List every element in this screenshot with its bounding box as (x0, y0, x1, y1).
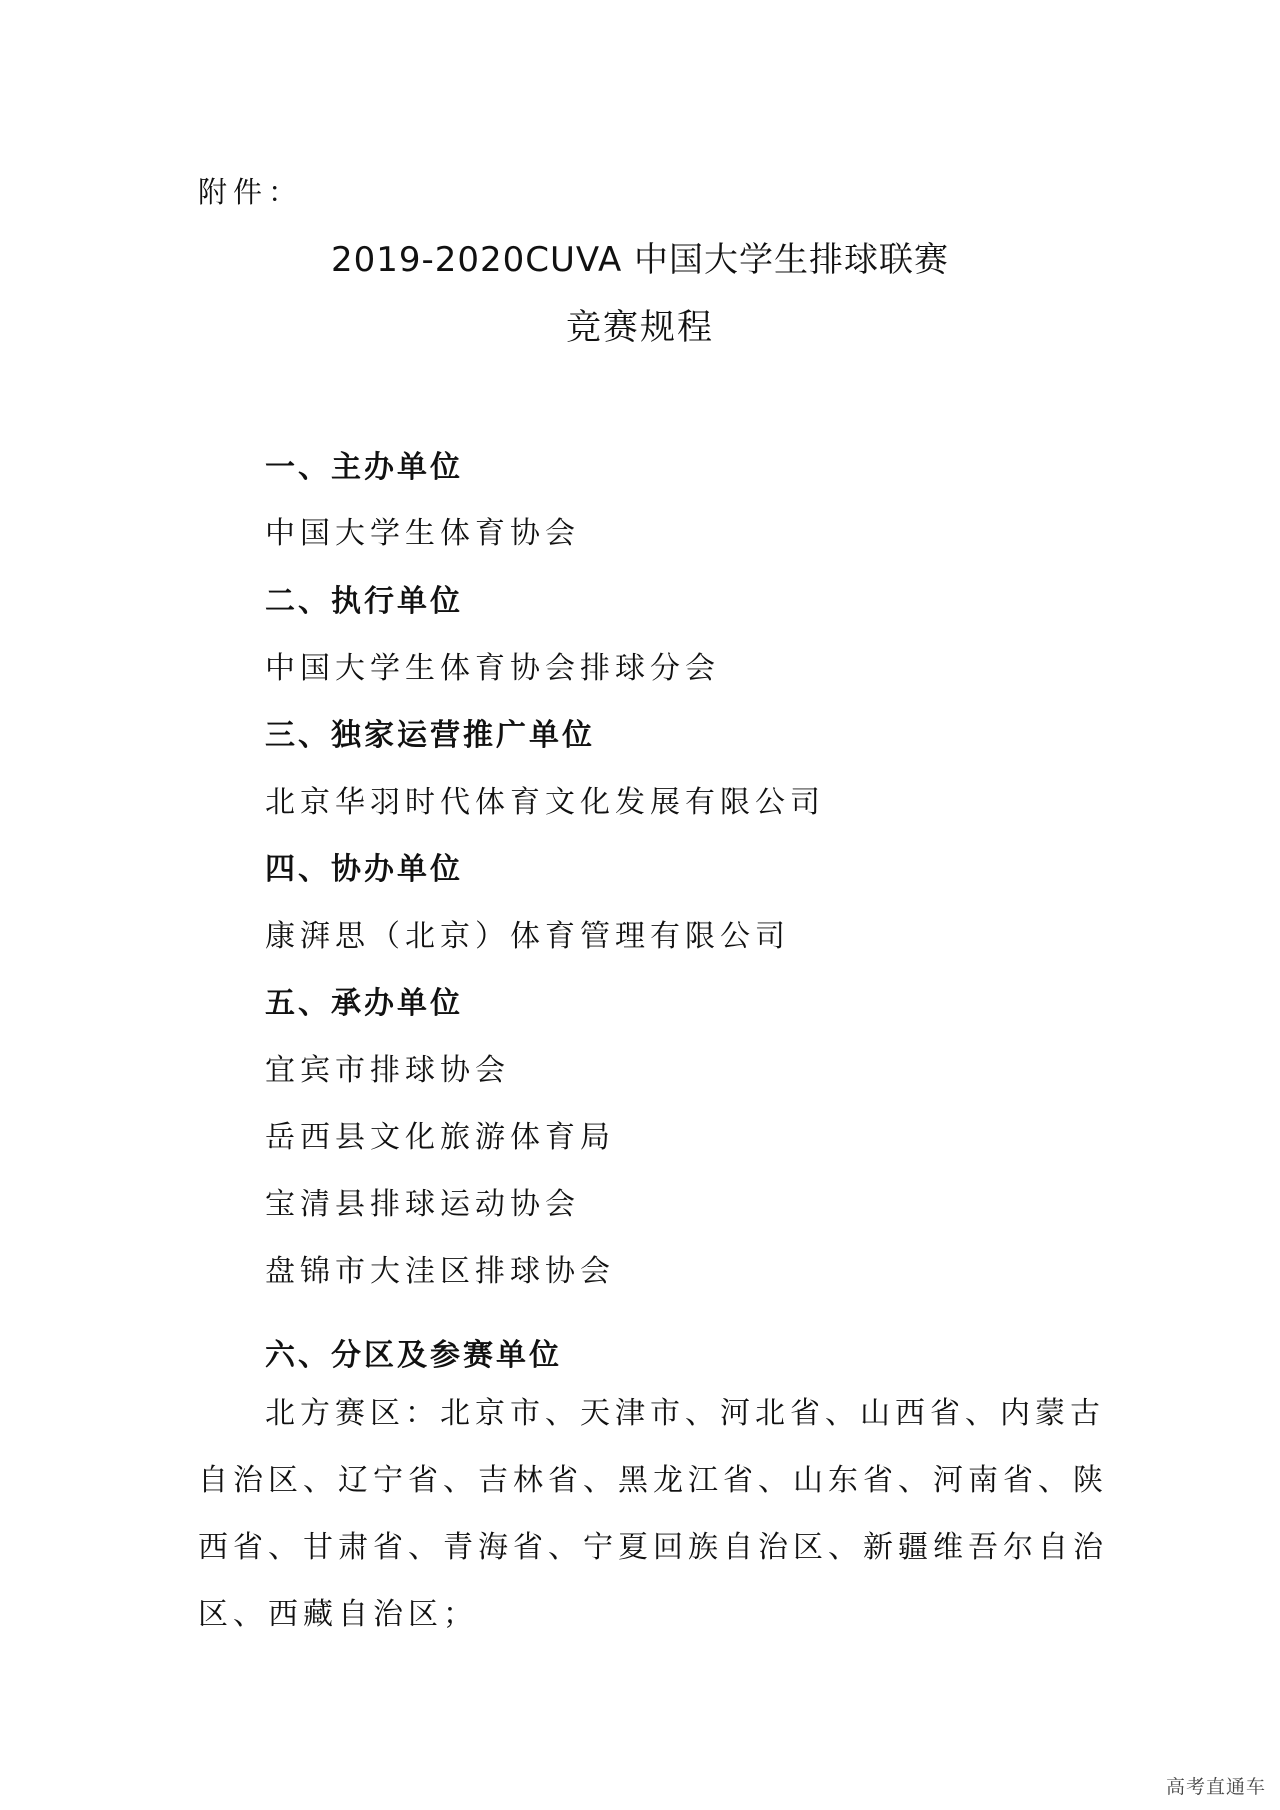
attachment-label: 附件： (198, 175, 304, 209)
paragraph-line: 区、西藏自治区； (198, 1597, 478, 1632)
co-organizer-name: 康湃思（北京）体育管理有限公司 (265, 919, 790, 954)
host-name: 盘锦市大洼区排球协会 (265, 1254, 615, 1289)
section-heading-co-organizer: 四、协办单位 (265, 852, 463, 887)
paragraph-line: 西省、甘肃省、青海省、宁夏回族自治区、新疆维吾尔自治 (198, 1530, 1108, 1565)
section-heading-executor: 二、执行单位 (265, 584, 463, 619)
paragraph-line: 自治区、辽宁省、吉林省、黑龙江省、山东省、河南省、陕 (198, 1463, 1108, 1498)
document-subtitle: 竞赛规程 (565, 308, 714, 348)
operator-name: 北京华羽时代体育文化发展有限公司 (265, 785, 825, 820)
section-heading-regions: 六、分区及参赛单位 (265, 1338, 562, 1373)
organizer-name: 中国大学生体育协会 (265, 516, 580, 551)
host-name: 宜宾市排球协会 (265, 1053, 510, 1088)
section-heading-organizer: 一、主办单位 (265, 450, 463, 485)
document-title: 2019-2020CUVA 中国大学生排球联赛 (330, 240, 950, 280)
executor-name: 中国大学生体育协会排球分会 (265, 651, 720, 686)
north-region-paragraph (198, 1380, 1108, 1648)
watermark: 高考直通车 (1165, 1776, 1266, 1798)
paragraph-line: 北方赛区：北京市、天津市、河北省、山西省、内蒙古 (265, 1396, 1105, 1431)
section-heading-host: 五、承办单位 (265, 986, 463, 1021)
host-name: 宝清县排球运动协会 (265, 1187, 580, 1222)
host-name: 岳西县文化旅游体育局 (265, 1120, 615, 1155)
section-heading-operator: 三、独家运营推广单位 (265, 718, 595, 753)
